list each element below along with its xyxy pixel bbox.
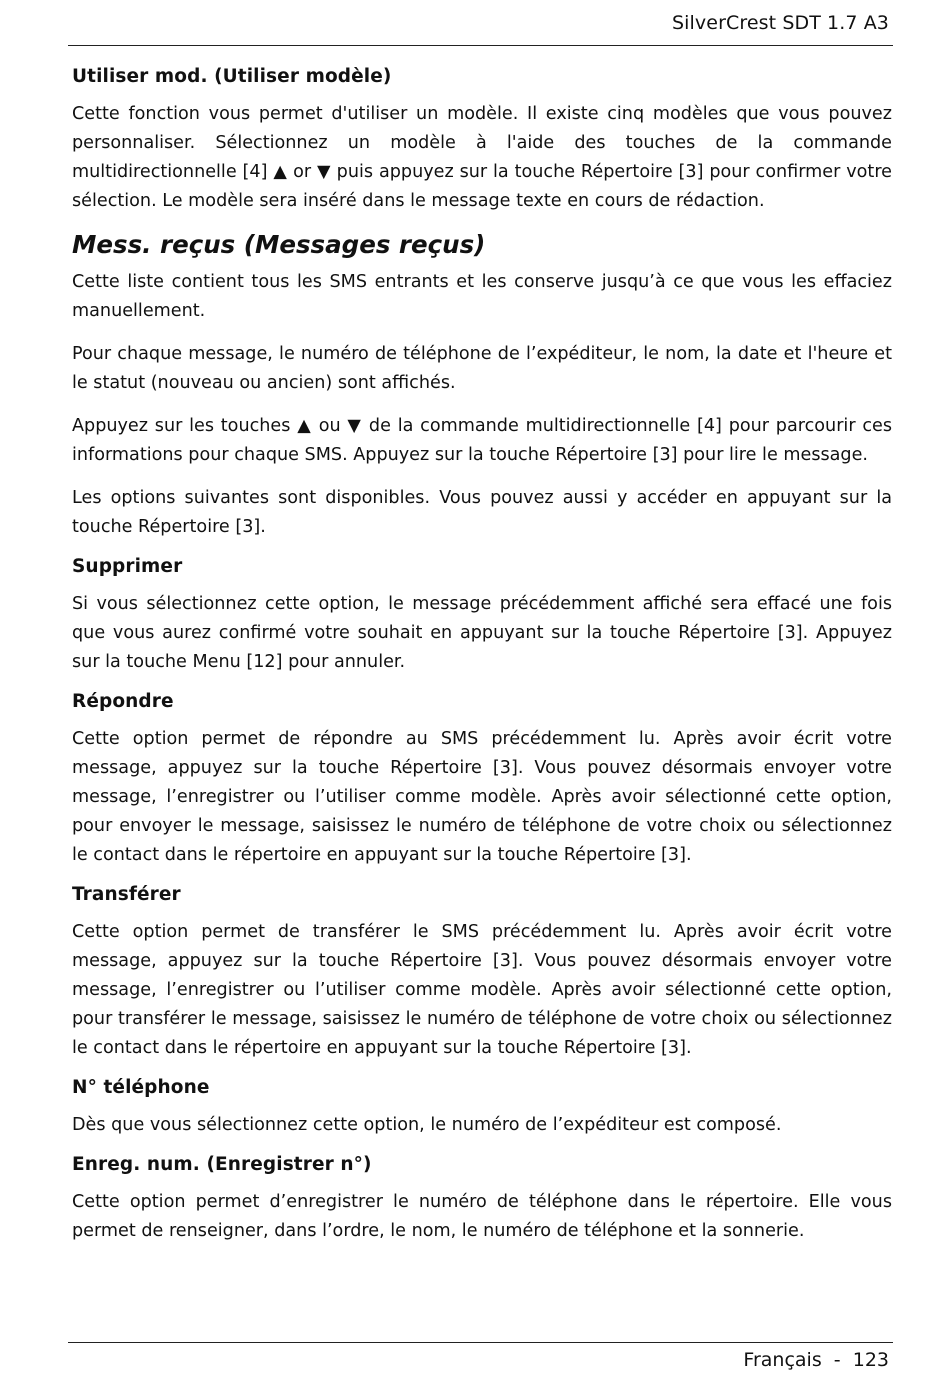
heading-enreg-num: Enreg. num. (Enregistrer n°) <box>72 1154 372 1175</box>
paragraph: Cette fonction vous permet d'utiliser un modèle. Il existe cinq modèles que vous pouvez personnaliser. Sélectionnez un modèle à l'aide des touches de la commande multidirectionnelle [4] ▲ or ▼ puis appuyez sur la touche Répertoire [3] pour confirmer votre sélection. Le modèle sera inséré dans le message texte en cours de rédaction. <box>72 104 892 211</box>
page-content <box>72 66 892 1260</box>
heading-mess-recus: Mess. reçus (Messages reçus) <box>72 230 486 259</box>
page-footer <box>68 1342 893 1375</box>
heading-utiliser-mod: Utiliser mod. (Utiliser modèle) <box>72 66 392 87</box>
page-number: Français - 123 <box>743 1349 889 1371</box>
paragraph: Pour chaque message, le numéro de téléphone de l’expéditeur, le nom, la date et l'heure et le statut (nouveau ou ancien) sont affichés. <box>72 344 892 393</box>
paragraph: Cette option permet de répondre au SMS précédemment lu. Après avoir écrit votre message, appuyez sur la touche Répertoire [3]. Vous pouvez désormais envoyer votre message, l’enregistrer ou l’utiliser comme modèle. Après avoir sélectionné cette option, pour envoyer le message, saisissez le numéro de téléphone de votre choix ou sélectionnez le contact dans le répertoire en appuyant sur la touche Répertoire [3]. <box>72 729 892 865</box>
paragraph: Si vous sélectionnez cette option, le message précédemment affiché sera effacé une fois que vous aurez confirmé votre souhait en appuyant sur la touche Répertoire [3]. Appuyez sur la touche Menu [12] pour annuler. <box>72 594 892 672</box>
page-header <box>68 12 893 46</box>
heading-transferer: Transférer <box>72 884 181 905</box>
paragraph: Dès que vous sélectionnez cette option, le numéro de l’expéditeur est composé. <box>72 1115 782 1135</box>
paragraph: Cette liste contient tous les SMS entrants et les conserve jusqu’à ce que vous les effaciez manuellement. <box>72 272 892 321</box>
heading-supprimer: Supprimer <box>72 556 183 577</box>
paragraph: Les options suivantes sont disponibles. Vous pouvez aussi y accéder en appuyant sur la touche Répertoire [3]. <box>72 488 892 537</box>
paragraph: Cette option permet de transférer le SMS précédemment lu. Après avoir écrit votre message, appuyez sur la touche Répertoire [3]. Vous pouvez désormais envoyer votre message, l’enregistrer ou l’utiliser comme modèle. Après avoir sélectionné cette option, pour transférer le message, saisissez le numéro de téléphone de votre choix ou sélectionnez le contact dans le répertoire en appuyant sur la touche Répertoire [3]. <box>72 922 892 1058</box>
header-title: SilverCrest SDT 1.7 A3 <box>672 12 889 34</box>
paragraph: Cette option permet d’enregistrer le numéro de téléphone dans le répertoire. Elle vous permet de renseigner, dans l’ordre, le nom, le numéro de téléphone et la sonnerie. <box>72 1192 892 1241</box>
heading-n-telephone: N° téléphone <box>72 1077 210 1098</box>
heading-repondre: Répondre <box>72 691 174 712</box>
paragraph: Appuyez sur les touches ▲ ou ▼ de la commande multidirectionnelle [4] pour parcourir ces informations pour chaque SMS. Appuyez sur la touche Répertoire [3] pour lire le message. <box>72 416 892 465</box>
